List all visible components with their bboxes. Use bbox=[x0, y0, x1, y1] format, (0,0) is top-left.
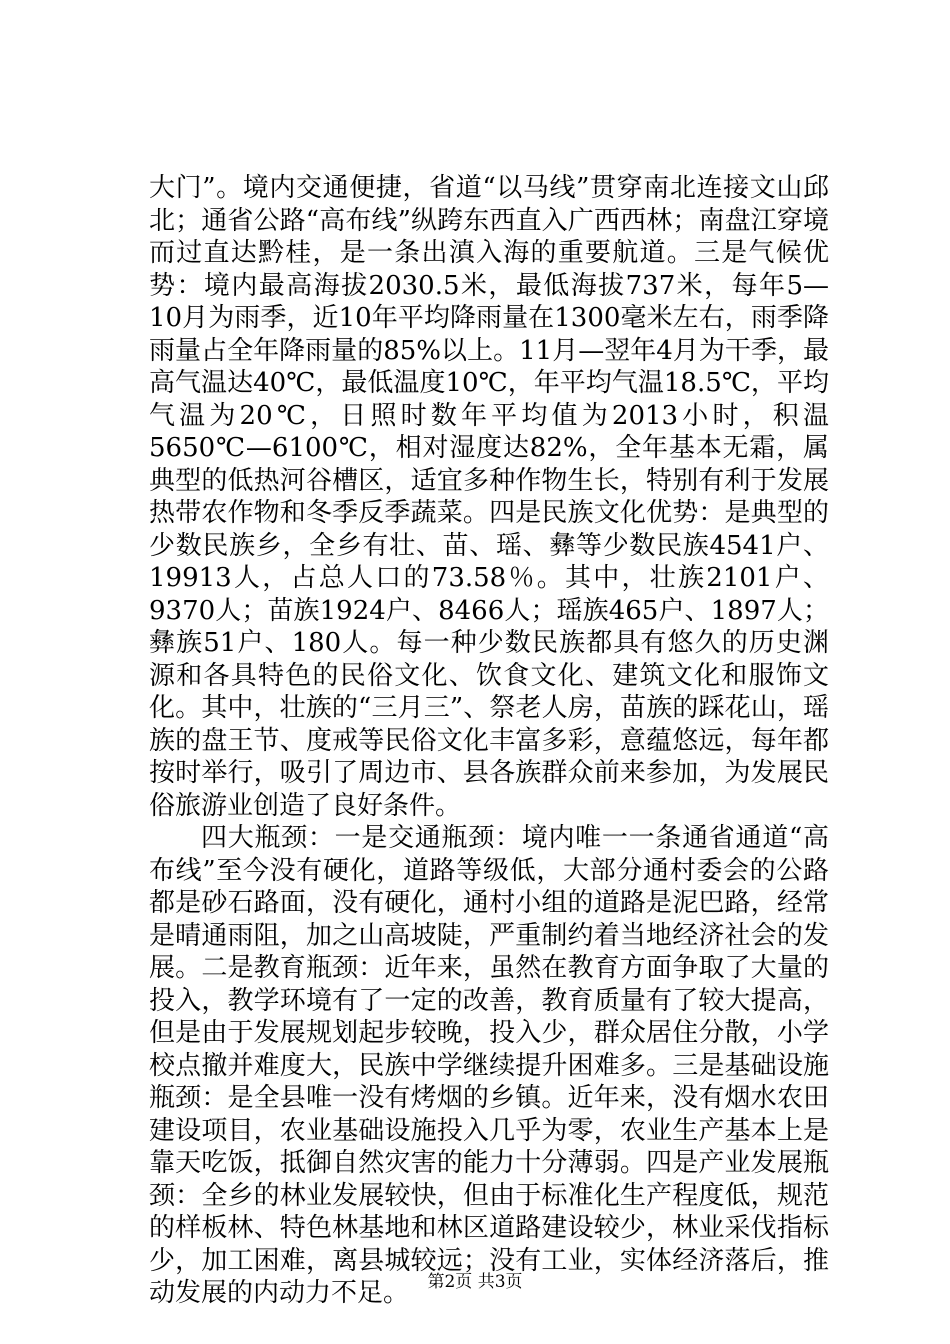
document-body bbox=[149, 172, 829, 1310]
page-number-footer: 第2页 共3页 bbox=[427, 1272, 523, 1292]
paragraph-four-bottlenecks: 四大瓶颈：一是交通瓶颈：境内唯一一条通省通道“高布线”至今没有硬化，道路等级低，大部分通村委会的公路都是砂石路面，没有硬化，通村小组的道路是泥巴路，经常是晴通雨阻，加之山高坡陡，严重制约着当地经济社会的发展。二是教育瓶颈：近年来，虽然在教育方面争取了大量的投入，教学环境有了一定的改善，教育质量有了较大提高，但是由于发展规划起步较晚，投入少，群众居住分散，小学校点撤并难度大，民族中学继续提升困难多。三是基础设施瓶颈：是全县唯一没有烤烟的乡镇。近年来，没有烟水农田建设项目，农业基础设施投入几乎为零，农业生产基本上是靠天吃饭，抵御自然灾害的能力十分薄弱。四是产业发展瓶颈：全乡的林业发展较快，但由于标准化生产程度低，规范的样板林、特色林基地和林区道路建设较少，林业采伐指标少，加工困难，离县城较远；没有工业，实体经济落后，推动发展的内动力不足。 bbox=[149, 823, 829, 1308]
paragraph-advantages-continued: 大门”。境内交通便捷，省道“以马线”贯穿南北连接文山邱北；通省公路“高布线”纵跨东西直入广西西林；南盘江穿境而过直达黔桂，是一条出滇入海的重要航道。三是气候优势：境内最高海拔2030.5米，最低海拔737米，每年5—10月为雨季，近10年平均降雨量在1300毫米左右，雨季降雨量占全年降雨量的85%以上。11月—翌年4月为干季，最高气温达40℃，最低温度10℃，年平均气温18.5℃，平均气温为20℃，日照时数年平均值为2013小时，积温5650℃—6100℃，相对湿度达82%，全年基本无霜，属典型的低热河谷槽区，适宜多种作物生长，特别有利于发展热带农作物和冬季反季蔬菜。四是民族文化优势：是典型的少数民族乡，全乡有壮、苗、瑶、彝等少数民族4541户、19913人，占总人口的73.58％。其中，壮族2101户、9370人；苗族1924户、8466人；瑶族465户、1897人；彝族51户、180人。每一种少数民族都具有悠久的历史渊源和各具特色的民俗文化、饮食文化、建筑文化和服饰文化。其中，壮族的“三月三”、祭老人房，苗族的踩花山，瑶族的盘王节、度戒等民俗文化丰富多彩，意蕴悠远，每年都按时举行，吸引了周边市、县各族群众前来参加，为发展民俗旅游业创造了良好条件。 bbox=[149, 173, 829, 821]
